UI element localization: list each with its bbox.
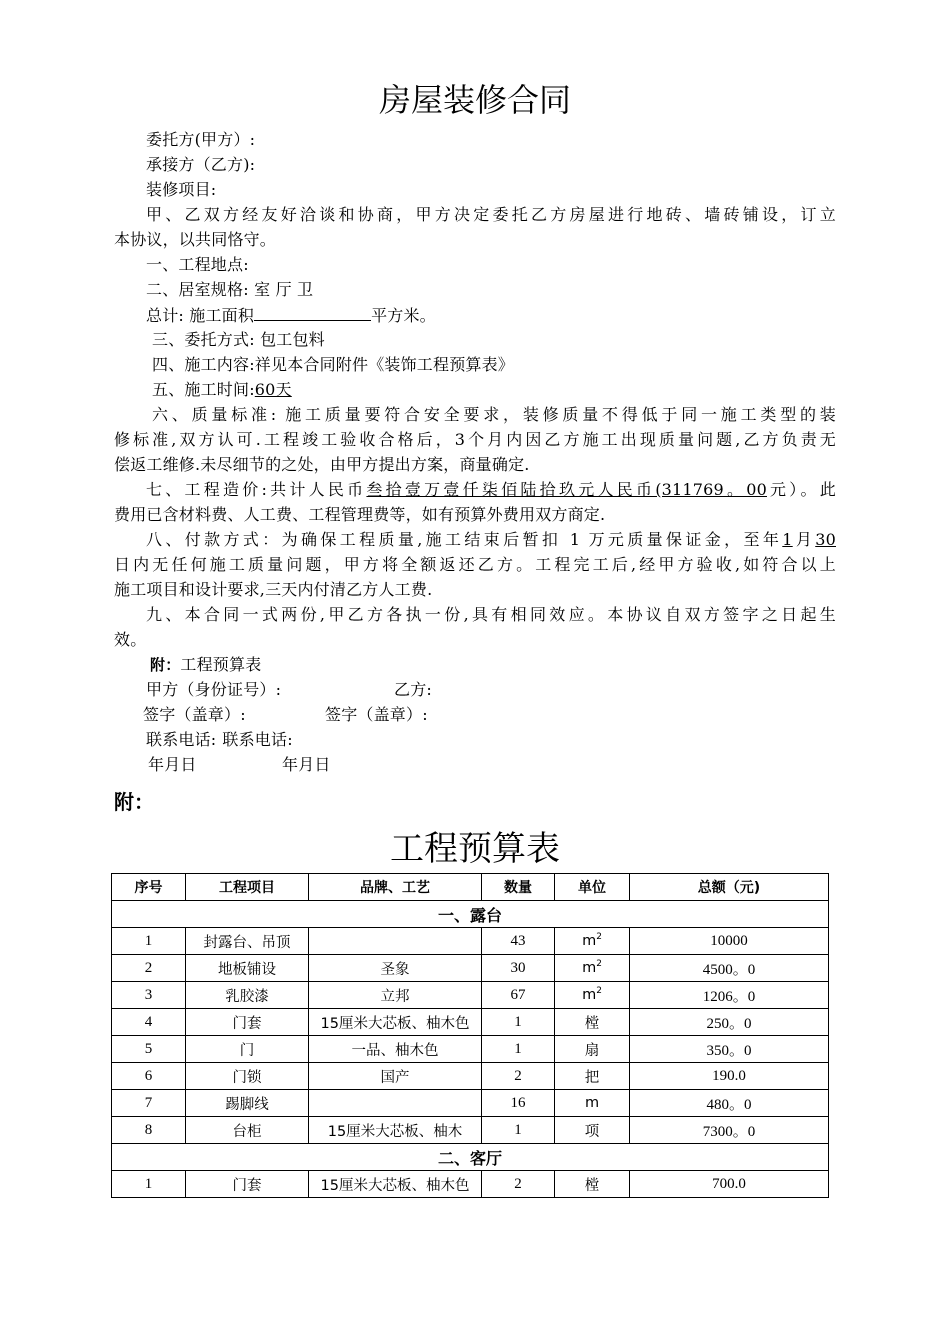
table-row — [112, 1063, 829, 1090]
month-value: 1 — [782, 530, 793, 549]
cell-quantity: 1 — [482, 1117, 555, 1144]
clause-7-line-1: 七、工程造价:共计人民币叁拾壹万壹仟柒佰陆拾玖元人民币(311769。00元）。此 — [146, 480, 836, 499]
cell-index: 1 — [112, 1171, 186, 1198]
cell-index: 6 — [112, 1063, 186, 1090]
cell-brand: 立邦 — [309, 982, 482, 1009]
cell-index: 4 — [112, 1009, 186, 1036]
attachment-line: 附：工程预算表 — [150, 655, 262, 674]
cell-index: 5 — [112, 1036, 186, 1063]
cell-quantity: 1 — [482, 1036, 555, 1063]
cell-quantity: 2 — [482, 1063, 555, 1090]
cell-total: 4500。0 — [630, 955, 829, 982]
total-area-line: 总计: 施工面积 平方米。 — [114, 303, 836, 329]
clause-2: 二、居室规格: 室 厅 卫 — [146, 280, 314, 299]
cell-item: 地板铺设 — [186, 955, 309, 982]
unit-exponent: 2 — [596, 986, 602, 996]
cell-brand: 15厘米大芯板、柚木色 — [309, 1171, 482, 1198]
cell-total: 1206。0 — [630, 982, 829, 1009]
cell-index: 1 — [112, 928, 186, 955]
header-index: 序号 — [112, 874, 186, 901]
project-line: 装修项目: — [146, 180, 217, 199]
cell-unit: 项 — [555, 1117, 630, 1144]
price-amount: 叁拾壹万壹仟柒佰陆拾玖元人民币(311769。00 — [366, 480, 767, 499]
cell-total: 480。0 — [630, 1090, 829, 1117]
duration-value: 60天 — [254, 380, 292, 399]
cell-unit: 扇 — [555, 1036, 630, 1063]
cell-item: 门套 — [186, 1009, 309, 1036]
cell-item: 踢脚线 — [186, 1090, 309, 1117]
day-value: 30 — [815, 530, 836, 549]
unit-exponent: 2 — [596, 959, 602, 969]
cell-item: 门 — [186, 1036, 309, 1063]
phone-line: 联系电话: 联系电话: — [146, 730, 293, 749]
date-line: 年月日 年月日 — [148, 755, 331, 774]
clause-8-line-3: 施工项目和设计要求,三天内付清乙方人工费. — [114, 580, 433, 599]
unit-text: m — [582, 933, 597, 949]
cell-brand: 国产 — [309, 1063, 482, 1090]
client-line: 委托方(甲方）: — [146, 130, 256, 149]
cell-item: 门锁 — [186, 1063, 309, 1090]
intro-line-1: 甲、乙双方经友好洽谈和协商，甲方决定委托乙方房屋进行地砖、墙砖铺设，订立 — [146, 205, 836, 224]
clause-5: 五、施工时间:60天 — [152, 380, 292, 399]
header-total: 总额（元) — [630, 874, 829, 901]
clause-7-line-2: 费用已含材料费、人工费、工程管理费等，如有预算外费用双方商定. — [114, 505, 606, 524]
table-row — [112, 1036, 829, 1063]
cell-unit — [555, 928, 630, 955]
cell-unit: 樘 — [555, 1171, 630, 1198]
unit-text: m — [582, 960, 597, 976]
table-row — [112, 955, 829, 982]
cell-index: 3 — [112, 982, 186, 1009]
cell-unit — [555, 982, 630, 1009]
cell-brand: 圣象 — [309, 955, 482, 982]
clause-9-line-1: 九、本合同一式两份,甲乙方各执一份,具有相同效应。本协议自双方签字之日起生 — [146, 605, 836, 624]
cell-quantity: 30 — [482, 955, 555, 982]
cell-brand — [309, 928, 482, 955]
area-blank — [254, 303, 371, 321]
cell-brand — [309, 1090, 482, 1117]
cell-brand: 15厘米大芯板、柚木色 — [309, 1009, 482, 1036]
cell-total: 250。0 — [630, 1009, 829, 1036]
section-row — [112, 901, 829, 928]
appendix-label: 附： — [114, 790, 154, 814]
cell-quantity: 2 — [482, 1171, 555, 1198]
cell-index: 8 — [112, 1117, 186, 1144]
cell-quantity: 43 — [482, 928, 555, 955]
section-title: 二、客厅 — [112, 1144, 829, 1171]
unit-text: m — [582, 987, 597, 1003]
section-row — [112, 1144, 829, 1171]
budget-table — [111, 873, 829, 1198]
table-row — [112, 928, 829, 955]
header-brand: 品牌、工艺 — [309, 874, 482, 901]
cell-unit: 把 — [555, 1063, 630, 1090]
header-quantity: 数量 — [482, 874, 555, 901]
section-title: 一、露台 — [112, 901, 829, 928]
cell-total: 190.0 — [630, 1063, 829, 1090]
cell-item: 乳胶漆 — [186, 982, 309, 1009]
cell-total: 700.0 — [630, 1171, 829, 1198]
cell-total: 7300。0 — [630, 1117, 829, 1144]
clause-3: 三、委托方式: 包工包料 — [152, 330, 325, 349]
intro-line-2: 本协议，以共同恪守。 — [114, 230, 277, 249]
cell-item: 台柜 — [186, 1117, 309, 1144]
cell-quantity: 1 — [482, 1009, 555, 1036]
table-header-row — [112, 874, 829, 901]
cell-index: 2 — [112, 955, 186, 982]
cell-index: 7 — [112, 1090, 186, 1117]
cell-item: 封露台、吊顶 — [186, 928, 309, 955]
clause-6-line-1: 六、质量标准: 施工质量要符合安全要求，装修质量不得低于同一施工类型的装 — [152, 405, 836, 424]
clause-8-line-1: 八、付款方式：为确保工程质量,施工结束后暂扣 1 万元质量保证金，至年1月30 — [146, 530, 836, 549]
cell-item: 门套 — [186, 1171, 309, 1198]
table-row — [112, 1090, 829, 1117]
cell-unit — [555, 955, 630, 982]
seal-line: 签字（盖章）: 签字（盖章）: — [143, 705, 428, 724]
table-row — [112, 1009, 829, 1036]
header-item: 工程项目 — [186, 874, 309, 901]
budget-title: 工程预算表 — [390, 829, 560, 869]
contractor-line: 承接方（乙方): — [146, 155, 256, 174]
clause-6-line-3: 偿返工维修.未尽细节的之处，由甲方提出方案，商量确定. — [114, 455, 530, 474]
header-unit: 单位 — [555, 874, 630, 901]
contract-title: 房屋装修合同 — [378, 81, 571, 119]
cell-total: 350。0 — [630, 1036, 829, 1063]
table-row — [112, 1117, 829, 1144]
unit-exponent: 2 — [596, 932, 602, 942]
cell-quantity: 67 — [482, 982, 555, 1009]
party-a-id-line: 甲方（身份证号）: 乙方: — [146, 680, 432, 699]
cell-brand: 15厘米大芯板、柚木 — [309, 1117, 482, 1144]
cell-unit: 樘 — [555, 1009, 630, 1036]
clause-8-line-2: 日内无任何施工质量问题，甲方将全额返还乙方。工程完工后,经甲方验收,如符合以上 — [114, 555, 836, 574]
table-row — [112, 982, 829, 1009]
clause-9-line-2: 效。 — [114, 630, 147, 649]
cell-quantity: 16 — [482, 1090, 555, 1117]
cell-total: 10000 — [630, 928, 829, 955]
cell-brand: 一品、柚木色 — [309, 1036, 482, 1063]
table-row — [112, 1171, 829, 1198]
clause-6-line-2: 修标准,双方认可.工程竣工验收合格后，3个月内因乙方施工出现质量问题,乙方负责无 — [114, 430, 836, 449]
clause-4: 四、施工内容:祥见本合同附件《装饰工程预算表》 — [152, 355, 514, 374]
clause-1: 一、工程地点: — [146, 255, 249, 274]
cell-unit: m — [555, 1090, 630, 1117]
